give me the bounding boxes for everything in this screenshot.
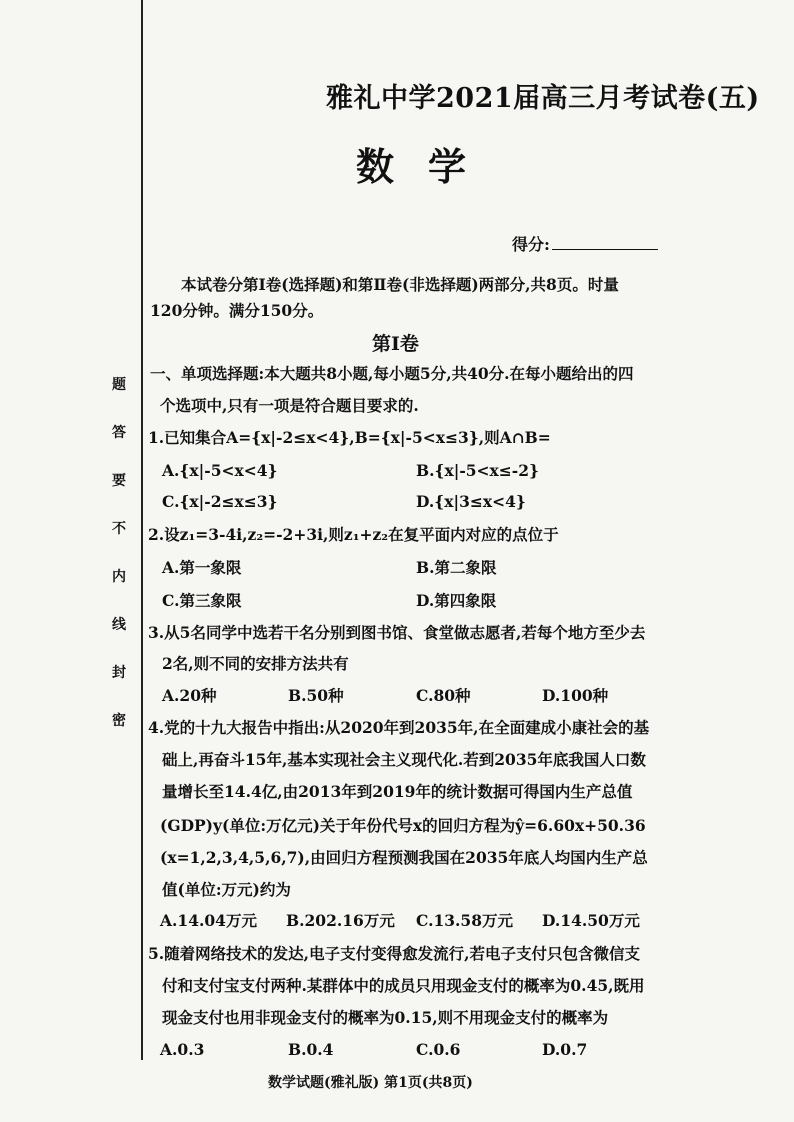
question-5-stem: 付和支付宝支付两种.某群体中的成员只用现金支付的概率为0.45,既用 (162, 976, 645, 995)
intro-line: 本试卷分第Ⅰ卷(选择题)和第Ⅱ卷(非选择题)两部分,共8页。时量 (181, 275, 619, 294)
question-4-stem: 值(单位:万元)约为 (162, 880, 291, 899)
question-1-option-a: A.{x|-5<x<4} (162, 461, 278, 480)
question-3-stem: 3.从5名同学中选若干名分别到图书馆、食堂做志愿者,若每个地方至少去 (148, 623, 646, 642)
question-4-stem: (x=1,2,3,4,5,6,7),由回归方程预测我国在2035年底人均国内生产总 (160, 848, 648, 867)
margin-char: 不 (112, 521, 126, 537)
margin-char: 题 (112, 377, 126, 393)
margin-char: 答 (112, 425, 126, 441)
question-3-option-c: C.80种 (416, 686, 471, 705)
question-4-stem: (GDP)y(单位:万亿元)关于年份代号x的回归方程为ŷ=6.60x+50.36 (160, 816, 646, 835)
question-2-stem: 2.设z₁=3-4i,z₂=-2+3i,则z₁+z₂在复平面内对应的点位于 (148, 525, 559, 544)
score-blank (552, 235, 658, 250)
question-4-stem: 础上,再奋斗15年,基本实现社会主义现代化.若到2035年底我国人口数 (162, 750, 646, 769)
question-1-option-c: C.{x|-2≤x≤3} (162, 492, 278, 511)
question-4-stem: 4.党的十九大报告中指出:从2020年到2035年,在全面建成小康社会的基 (148, 718, 650, 737)
binding-line (141, 0, 143, 1060)
question-5-stem: 5.随着网络技术的发达,电子支付变得愈发流行,若电子支付只包含微信支 (148, 944, 640, 963)
question-2-option-a: A.第一象限 (162, 558, 242, 577)
margin-char: 线 (112, 617, 126, 633)
intro-line: 120分钟。满分150分。 (150, 301, 324, 320)
question-3-option-b: B.50种 (288, 686, 344, 705)
question-1-stem: 1.已知集合A={x|-2≤x<4},B={x|-5<x≤3},则A∩B= (148, 428, 551, 447)
question-1-option-d: D.{x|3≤x<4} (416, 492, 526, 511)
question-2-option-d: D.第四象限 (416, 591, 497, 610)
section-heading: 个选项中,只有一项是符合题目要求的. (160, 396, 419, 415)
question-5-option-b: B.0.4 (288, 1040, 334, 1059)
question-4-option-b: B.202.16万元 (286, 911, 395, 930)
question-5-stem: 现金支付也用非现金支付的概率为0.15,则不用现金支付的概率为 (162, 1008, 609, 1027)
score-field (512, 232, 658, 255)
question-4-option-c: C.13.58万元 (416, 911, 513, 930)
score-label: 得分: (512, 235, 550, 254)
subject-title: 数学 (356, 144, 501, 189)
section-heading: 一、单项选择题:本大题共8小题,每小题5分,共40分.在每小题给出的四 (150, 364, 634, 383)
question-4-stem: 量增长至14.4亿,由2013年到2019年的统计数据可得国内生产总值 (162, 782, 633, 801)
question-4-option-a: A.14.04万元 (160, 911, 257, 930)
question-1-option-b: B.{x|-5<x≤-2} (416, 461, 539, 480)
question-5-option-a: A.0.3 (160, 1040, 205, 1059)
margin-char: 密 (112, 713, 126, 729)
question-2-option-b: B.第二象限 (416, 558, 497, 577)
part-title: 第Ⅰ卷 (372, 333, 419, 355)
question-5-option-d: D.0.7 (542, 1040, 588, 1059)
exam-title: 雅礼中学2021届高三月考试卷(五) (326, 83, 760, 114)
question-3-option-a: A.20种 (162, 686, 217, 705)
question-4-option-d: D.14.50万元 (542, 911, 640, 930)
page-footer: 数学试题(雅礼版) 第1页(共8页) (268, 1075, 473, 1091)
margin-char: 要 (112, 473, 126, 489)
question-3-option-d: D.100种 (542, 686, 609, 705)
margin-char: 内 (112, 569, 126, 585)
question-3-stem: 2名,则不同的安排方法共有 (162, 654, 349, 673)
question-2-option-c: C.第三象限 (162, 591, 242, 610)
question-5-option-c: C.0.6 (416, 1040, 461, 1059)
margin-char: 封 (112, 665, 126, 681)
